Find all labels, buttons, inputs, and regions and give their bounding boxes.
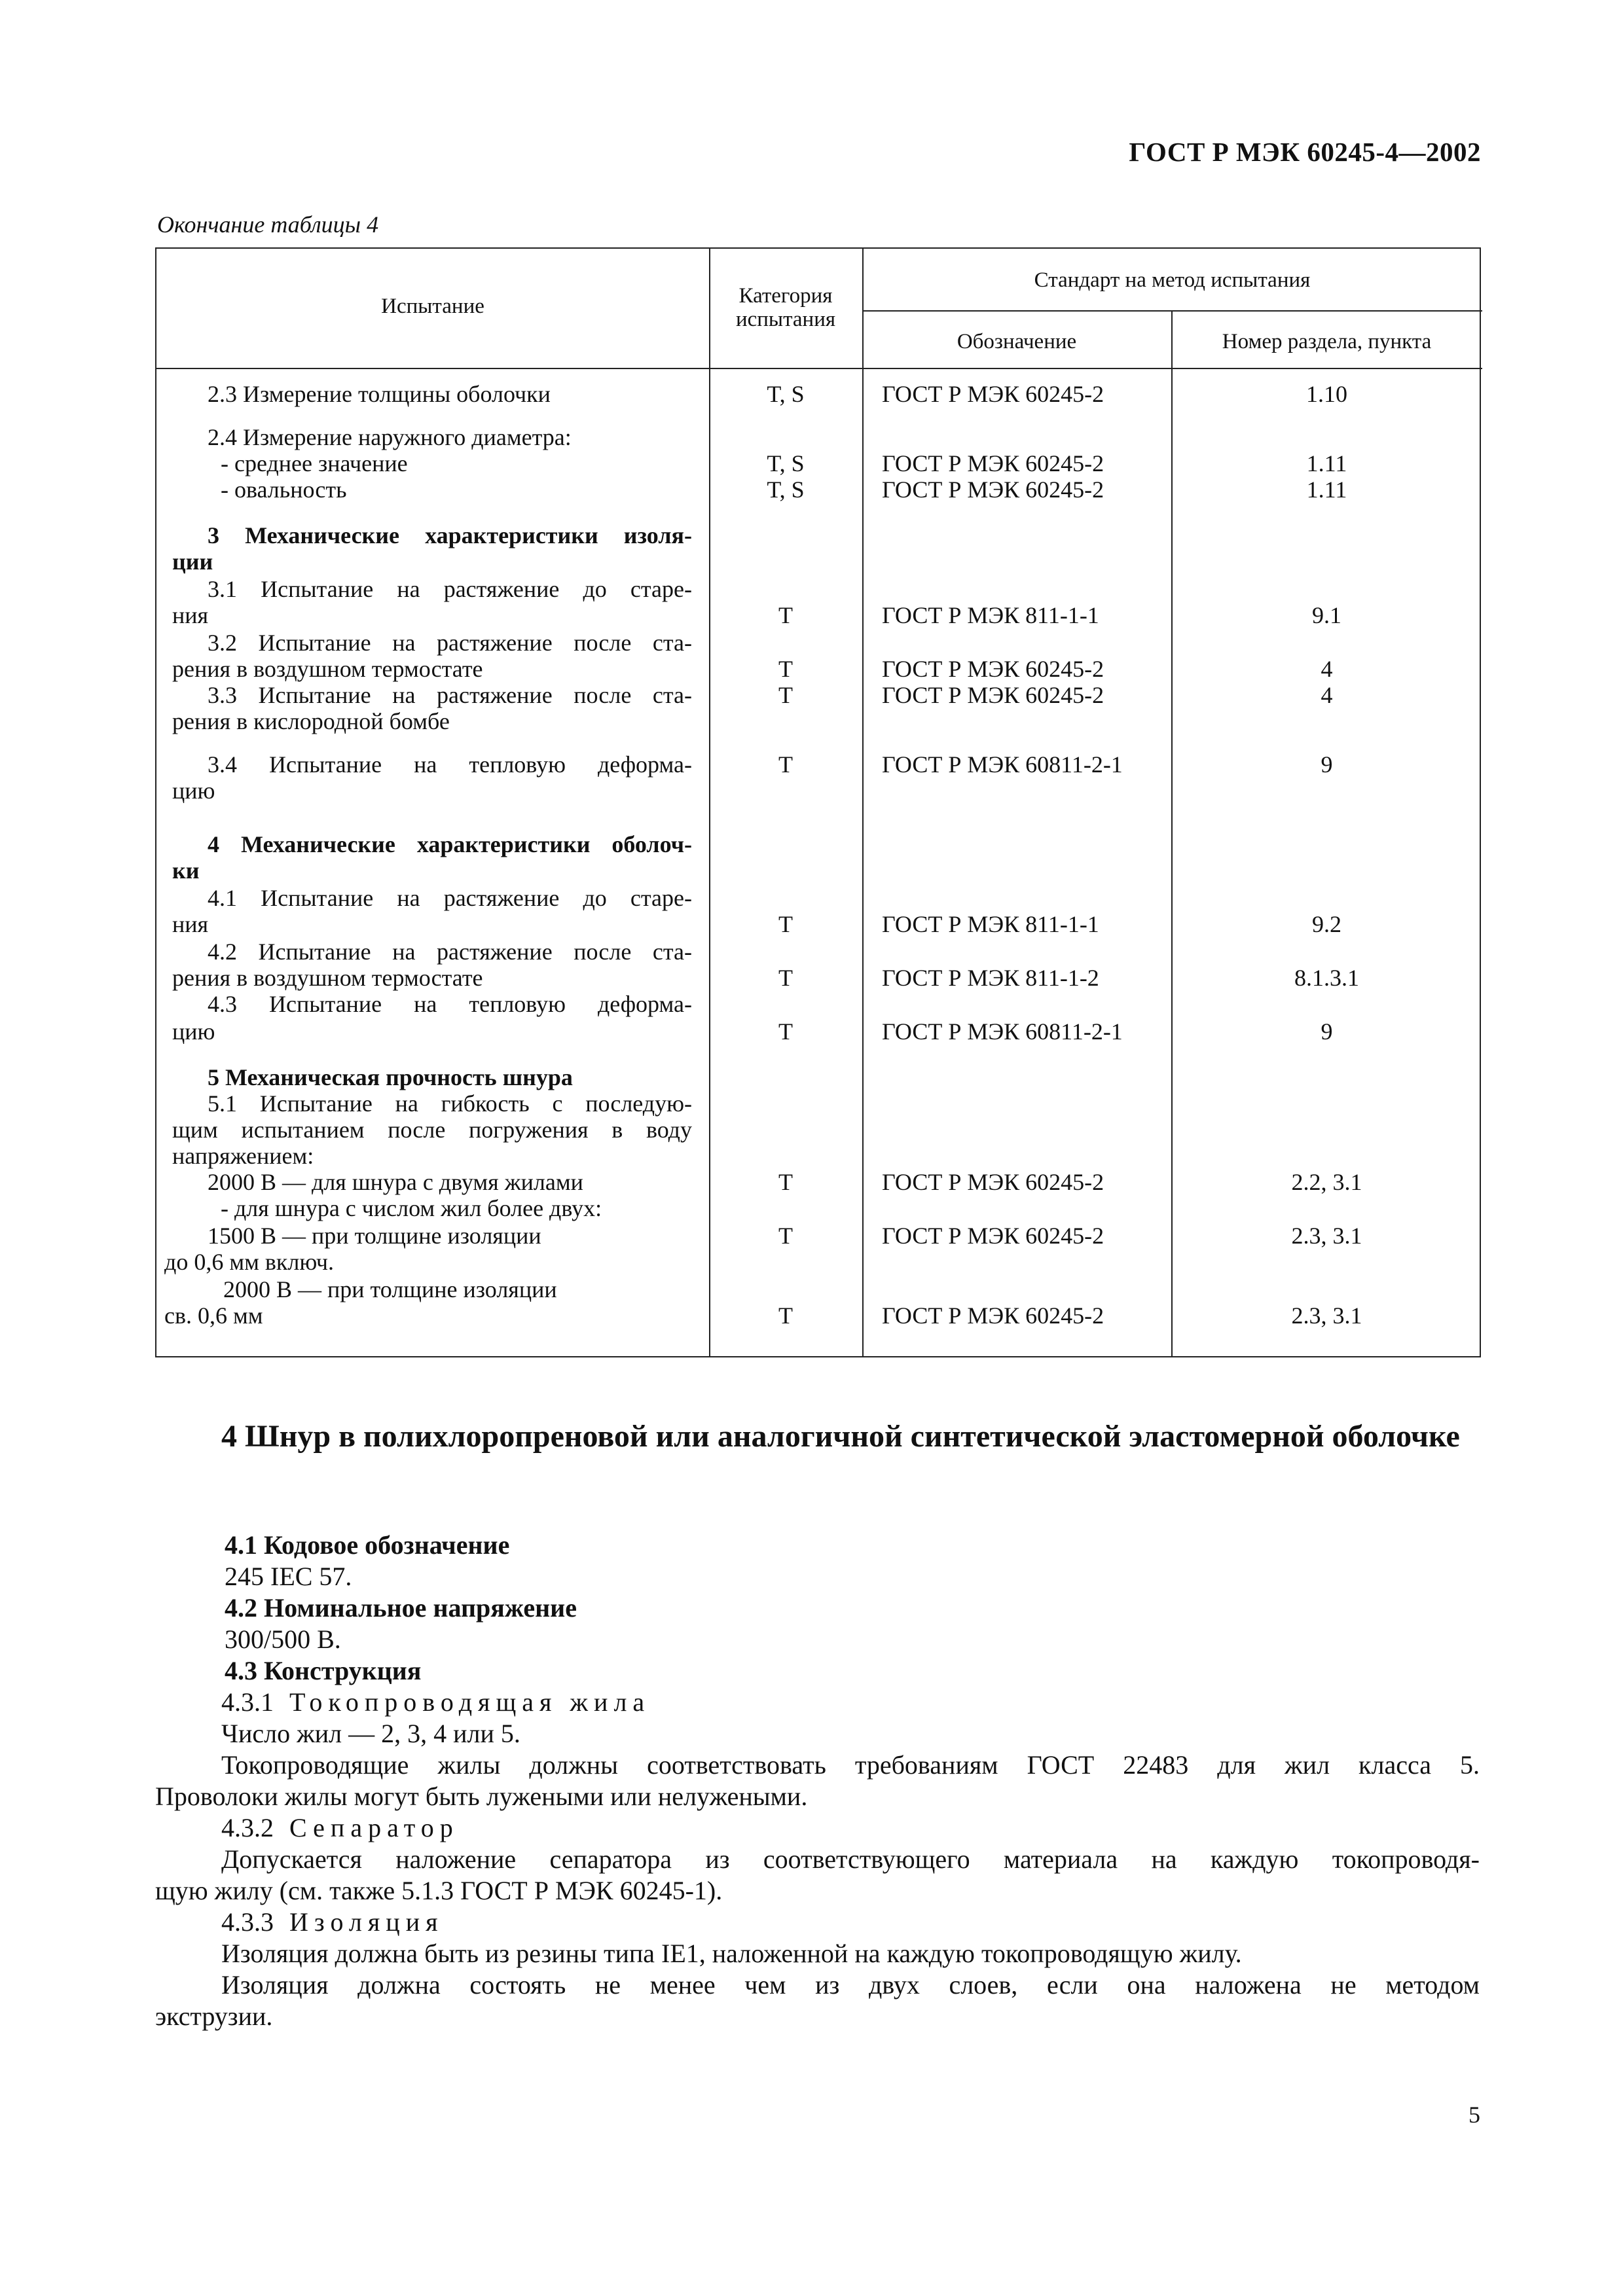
row-3-1-section: 9.1 <box>1312 602 1341 628</box>
row-3-1-category: T <box>778 602 793 628</box>
subsection-4-3-2-title: Сепаратор <box>289 1813 459 1842</box>
subsection-4-3-1-heading <box>221 1687 650 1717</box>
row-4-2-section: 8.1.3.1 <box>1294 965 1359 991</box>
row-5-1-two-cores-section: 2.2, 3.1 <box>1291 1169 1362 1195</box>
group-3-heading-cont: ции <box>172 548 213 575</box>
row-5-1-1500v-category: T <box>778 1223 793 1249</box>
subsection-4-2-text: 300/500 В. <box>225 1624 341 1654</box>
row-4-2-text: 4.2 Испытание на растяжение после ста- <box>208 939 692 965</box>
paragraph-cores-requirements: Токопроводящие жилы должны соответствовать требованиям ГОСТ 22483 для жил класса 5. <box>221 1750 1480 1780</box>
row-2-4a-standard: ГОСТ Р МЭК 60245-2 <box>882 450 1104 476</box>
row-2-3-section: 1.10 <box>1306 381 1347 407</box>
row-2-4a-section: 1.11 <box>1306 450 1347 476</box>
row-4-2-category: T <box>778 965 793 991</box>
row-3-2-standard: ГОСТ Р МЭК 60245-2 <box>882 656 1104 682</box>
row-3-1-text-cont: ния <box>172 602 209 628</box>
header-standard: Стандарт на метод испытания <box>1034 268 1311 292</box>
row-3-4-standard: ГОСТ Р МЭК 60811-2-1 <box>882 751 1123 778</box>
row-4-3-text: 4.3 Испытание на тепловую деформа- <box>208 991 692 1017</box>
subsection-4-3-3-heading <box>221 1907 444 1937</box>
row-5-1-2000v-section: 2.3, 3.1 <box>1291 1302 1362 1329</box>
group-3-heading: 3 Механические характеристики изоля- <box>208 522 692 548</box>
paragraph-insulation-layers: Изоляция должна состоять не менее чем из двух слоев, если она наложена не методом <box>221 1970 1480 2000</box>
row-5-1-text: 5.1 Испытание на гибкость с последую- <box>208 1090 692 1117</box>
subsection-4-3-2-heading <box>221 1813 459 1843</box>
subsection-4-3-1-title: Токопроводящая жила <box>289 1687 651 1717</box>
row-5-1-2000v-cont: св. 0,6 мм <box>164 1302 263 1329</box>
paragraph-insulation-layers-cont: экструзии. <box>155 2001 273 2031</box>
paragraph-separator: Допускается наложение сепаратора из соответствующего материала на каждую токопроводя- <box>221 1844 1480 1874</box>
header-section: Номер раздела, пункта <box>1222 330 1432 353</box>
row-3-3-text: 3.3 Испытание на растяжение после ста- <box>208 682 692 708</box>
row-3-4-text-cont: цию <box>172 778 215 804</box>
row-2-4a-category: T, S <box>767 450 805 476</box>
subsection-4-1-title: 4.1 Кодовое обозначение <box>225 1530 510 1560</box>
row-3-3-section: 4 <box>1321 682 1333 708</box>
subsection-4-3-3-number: 4.3.3 <box>221 1907 274 1937</box>
row-4-3-text-cont: цию <box>172 1018 215 1045</box>
row-4-1-standard: ГОСТ Р МЭК 811-1-1 <box>882 911 1099 937</box>
table-body <box>156 249 1480 1356</box>
row-2-4b-text: - овальность <box>221 476 347 503</box>
row-3-4-section: 9 <box>1321 751 1333 778</box>
document-code-header: ГОСТ Р МЭК 60245-4—2002 <box>1129 137 1481 167</box>
row-3-2-category: T <box>778 656 793 682</box>
row-4-1-text-cont: ния <box>172 911 209 937</box>
row-4-3-section: 9 <box>1321 1018 1333 1045</box>
row-4-3-category: T <box>778 1018 793 1045</box>
row-4-1-section: 9.2 <box>1312 911 1341 937</box>
row-3-1-text: 3.1 Испытание на растяжение до старе- <box>208 576 692 602</box>
row-3-4-category: T <box>778 751 793 778</box>
group-4-heading: 4 Механические характеристики оболоч- <box>208 831 692 857</box>
row-3-3-category: T <box>778 682 793 708</box>
row-4-3-standard: ГОСТ Р МЭК 60811-2-1 <box>882 1018 1123 1045</box>
paragraph-insulation-rubber: Изоляция должна быть из резины типа IE1, наложенной на каждую токопроводящую жилу. <box>221 1939 1242 1968</box>
group-4-heading-cont: ки <box>172 857 200 884</box>
row-5-1-2000v: 2000 В — при толщине изоляции <box>223 1276 557 1302</box>
row-5-1-1500v-cont: до 0,6 мм включ. <box>164 1249 334 1275</box>
row-5-1-text-cont2: напряжением: <box>172 1143 314 1169</box>
row-3-2-text: 3.2 Испытание на растяжение после ста- <box>208 630 692 656</box>
paragraph-cores-requirements-cont: Проволоки жилы могут быть лужеными или нелужеными. <box>155 1782 808 1811</box>
row-2-4b-category: T, S <box>767 476 805 503</box>
row-3-1-standard: ГОСТ Р МЭК 811-1-1 <box>882 602 1099 628</box>
row-2-3-category: T, S <box>767 381 805 407</box>
page-number: 5 <box>1468 2102 1480 2128</box>
header-designation: Обозначение <box>957 330 1077 353</box>
header-test: Испытание <box>381 295 484 318</box>
row-4-1-text: 4.1 Испытание на растяжение до старе- <box>208 885 692 911</box>
subsection-4-2-title: 4.2 Номинальное напряжение <box>225 1593 577 1623</box>
group-5-heading: 5 Механическая прочность шнура <box>208 1064 573 1090</box>
row-3-3-standard: ГОСТ Р МЭК 60245-2 <box>882 682 1104 708</box>
row-5-1-text-cont: щим испытанием после погружения в воду <box>172 1117 692 1143</box>
row-5-1-two-cores: 2000 В — для шнура с двумя жилами <box>208 1169 583 1195</box>
subsection-4-3-2-number: 4.3.2 <box>221 1813 274 1842</box>
row-4-2-standard: ГОСТ Р МЭК 811-1-2 <box>882 965 1099 991</box>
table-caption: Окончание таблицы 4 <box>157 211 379 238</box>
row-5-1-multi-cores: - для шнура с числом жил более двух: <box>221 1195 602 1221</box>
tests-table <box>155 247 1481 1357</box>
paragraph-core-count: Число жил — 2, 3, 4 или 5. <box>221 1719 520 1748</box>
row-2-4a-text: - среднее значение <box>221 450 408 476</box>
paragraph-separator-cont: щую жилу (см. также 5.1.3 ГОСТ Р МЭК 60245-1). <box>155 1876 723 1905</box>
row-5-1-two-cores-category: T <box>778 1169 793 1195</box>
row-5-1-1500v-section: 2.3, 3.1 <box>1291 1223 1362 1249</box>
row-5-1-two-cores-standard: ГОСТ Р МЭК 60245-2 <box>882 1169 1104 1195</box>
row-2-4b-standard: ГОСТ Р МЭК 60245-2 <box>882 476 1104 503</box>
row-5-1-1500v-standard: ГОСТ Р МЭК 60245-2 <box>882 1223 1104 1249</box>
section-4-title: 4 Шнур в полихлоропреновой или аналогичной синтетической эластомерной оболочке <box>221 1419 1460 1454</box>
row-3-2-text-cont: рения в воздушном термостате <box>172 656 483 682</box>
row-5-1-2000v-standard: ГОСТ Р МЭК 60245-2 <box>882 1302 1104 1329</box>
row-2-3-text: 2.3 Измерение толщины оболочки <box>208 381 551 407</box>
subsection-4-1-text: 245 IEC 57. <box>225 1562 352 1591</box>
row-3-4-text: 3.4 Испытание на тепловую деформа- <box>208 751 692 778</box>
row-5-1-2000v-category: T <box>778 1302 793 1329</box>
row-4-2-text-cont: рения в воздушном термостате <box>172 965 483 991</box>
subsection-4-3-title: 4.3 Конструкция <box>225 1656 422 1685</box>
row-4-1-category: T <box>778 911 793 937</box>
row-2-3-standard: ГОСТ Р МЭК 60245-2 <box>882 381 1104 407</box>
row-2-4b-section: 1.11 <box>1306 476 1347 503</box>
subsection-4-3-3-title: Изоляция <box>289 1907 444 1937</box>
row-3-2-section: 4 <box>1321 656 1333 682</box>
subsection-4-3-1-number: 4.3.1 <box>221 1687 274 1717</box>
row-2-4-text: 2.4 Измерение наружного диаметра: <box>208 424 572 450</box>
row-3-3-text-cont: рения в кислородной бомбе <box>172 708 450 734</box>
header-category: Категория испытания <box>735 284 836 331</box>
row-5-1-1500v: 1500 В — при толщине изоляции <box>208 1223 541 1249</box>
